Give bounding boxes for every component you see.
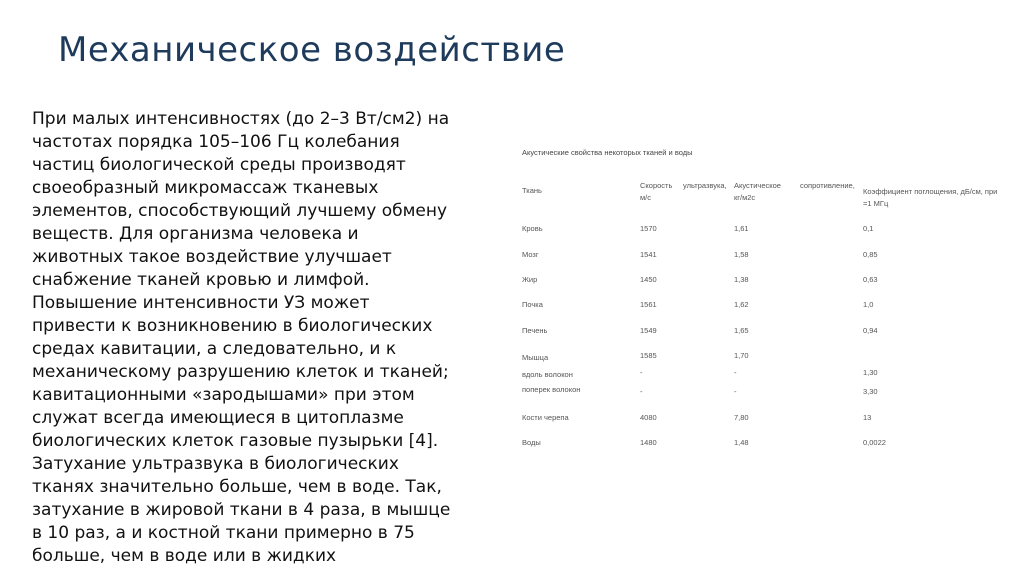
paragraph-line: механическому разрушению клеток и тканей; — [32, 362, 449, 382]
acoustic-properties-table — [518, 140, 1024, 460]
row-tissue: Почка — [522, 300, 543, 309]
paragraph-line: частотах порядка 105–106 Гц колебания — [32, 132, 400, 152]
row-tissue: поперек волокон — [522, 385, 581, 394]
row-absorption: 13 — [863, 413, 872, 422]
row-tissue: Жир — [522, 275, 538, 284]
row-absorption: 1,0 — [863, 300, 874, 309]
paragraph-line: своеобразный микромассаж тканевых — [32, 178, 379, 198]
row-absorption: 0,0022 — [863, 438, 886, 447]
row-impedance: 1,58 — [734, 250, 749, 259]
row-tissue: Печень — [522, 326, 548, 335]
row-absorption: 0,85 — [863, 250, 878, 259]
paragraph-line: веществ. Для организма человека и — [32, 224, 359, 244]
header-speed-unit: м/с — [640, 193, 651, 202]
header-impedance-unit: кг/м2с — [734, 193, 756, 202]
row-speed: - — [640, 387, 643, 396]
row-absorption: 0,1 — [863, 224, 874, 233]
paragraph-line: биологических клеток газовые пузырьки [4]. — [32, 431, 439, 451]
table-caption: Акустические свойства некоторых тканей и воды — [522, 148, 693, 157]
row-tissue: Кости черепа — [522, 413, 569, 422]
row-speed: 1549 — [640, 326, 657, 335]
row-impedance: 1,38 — [734, 275, 749, 284]
paragraph-line: служат всегда имеющиеся в цитоплазме — [32, 408, 404, 428]
paragraph-line: Повышение интенсивности УЗ может — [32, 293, 370, 313]
paragraph-line: животных такое воздействие улучшает — [32, 247, 392, 267]
body-paragraph — [32, 108, 510, 568]
row-impedance: 1,62 — [734, 300, 749, 309]
row-impedance: 1,48 — [734, 438, 749, 447]
row-speed: 1570 — [640, 224, 657, 233]
header-ultrasound: ультразвука, — [683, 181, 727, 190]
header-absorption-unit: =1 МГц — [863, 199, 889, 208]
paragraph-line: привести к возникновению в биологических — [32, 316, 433, 336]
paragraph-line: Затухание ультразвука в биологических — [32, 454, 399, 474]
row-absorption: 0,63 — [863, 275, 878, 284]
row-tissue: Мозг — [522, 250, 539, 259]
row-tissue: вдоль волокон — [522, 370, 573, 379]
paragraph-line: затухание в жировой ткани в 4 раза, в мышце — [32, 500, 451, 520]
row-tissue: Кровь — [522, 224, 543, 233]
row-absorption: 3,30 — [863, 387, 878, 396]
row-tissue: Воды — [522, 438, 541, 447]
paragraph-line: частиц биологической среды производят — [32, 155, 406, 175]
row-impedance: 1,70 — [734, 351, 749, 360]
paragraph-line: больше, чем в воде или в жидких — [32, 546, 337, 566]
row-speed: 1480 — [640, 438, 657, 447]
paragraph-line: кавитационными «зародышами» при этом — [32, 385, 415, 405]
header-speed-line: Скорость — [640, 181, 673, 190]
paragraph-line: элементов, способствующий лучшему обмену — [32, 201, 448, 221]
paragraph-line: тканях значительно больше, чем в воде. Так, — [32, 477, 442, 497]
row-speed: - — [640, 368, 643, 377]
paragraph-line: снабжение тканей кровью и лимфой. — [32, 270, 370, 290]
header-absorption — [863, 186, 997, 210]
header-impedance-line: Акустическое — [734, 181, 781, 190]
paragraph-line: средах кавитации, а следовательно, и к — [32, 339, 397, 359]
header-speed — [640, 180, 672, 204]
paragraph-line: в 10 раз, а и костной ткани примерно в 75 — [32, 523, 415, 543]
row-absorption: 0,94 — [863, 326, 878, 335]
row-tissue: Мышца — [522, 353, 549, 362]
row-speed: 1585 — [640, 351, 657, 360]
row-absorption: 1,30 — [863, 368, 878, 377]
row-impedance: 1,65 — [734, 326, 749, 335]
paragraph-line: При малых интенсивностях (до 2–3 Вт/см2) на — [32, 109, 450, 129]
slide-title: Механическое воздействие — [58, 30, 566, 70]
row-impedance: - — [734, 387, 737, 396]
header-absorption-line: Коэффициент поглощения, дБ/см, при — [863, 187, 998, 196]
header-tissue: Ткань — [522, 186, 542, 195]
row-impedance: - — [734, 368, 737, 377]
row-impedance: 7,80 — [734, 413, 749, 422]
row-speed: 1450 — [640, 275, 657, 284]
row-speed: 4080 — [640, 413, 657, 422]
row-speed: 1541 — [640, 250, 657, 259]
header-impedance — [734, 180, 781, 204]
row-speed: 1561 — [640, 300, 657, 309]
header-resistance: сопротивление, — [800, 181, 855, 190]
row-impedance: 1,61 — [734, 224, 749, 233]
